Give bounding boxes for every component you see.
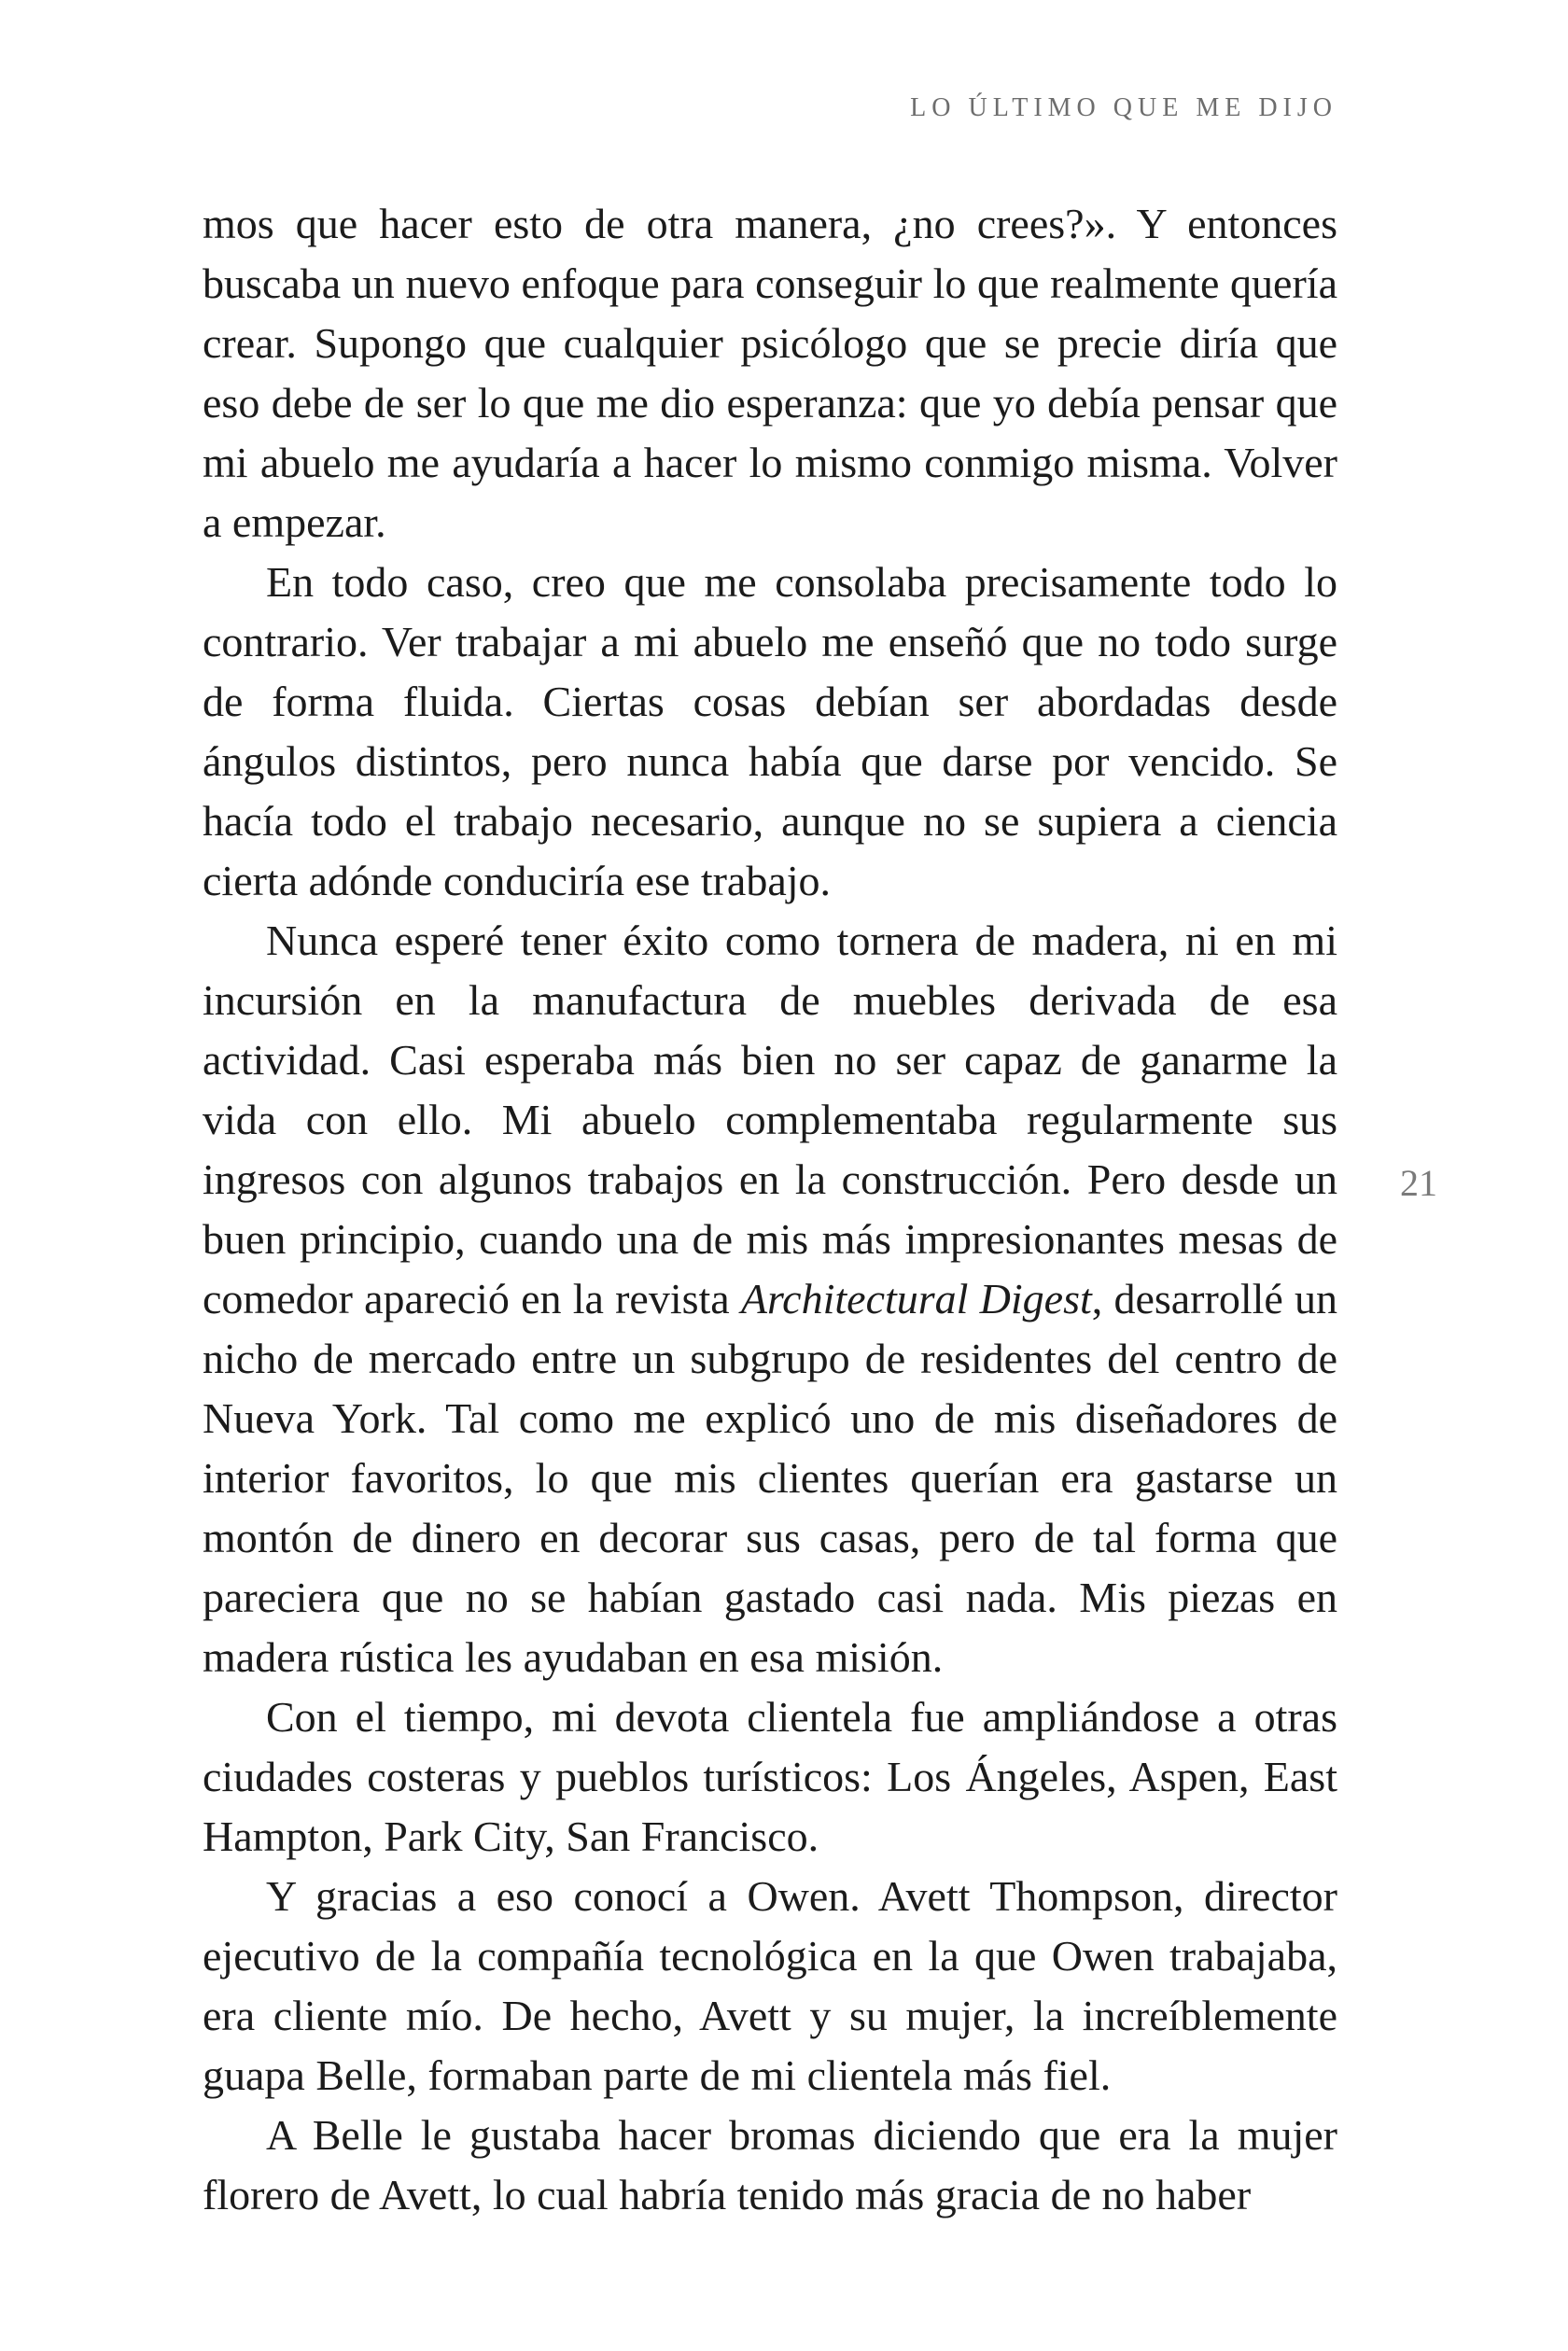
magazine-title: Architectural Digest xyxy=(740,1275,1092,1322)
page-number: 21 xyxy=(1400,1162,1437,1204)
paragraph-3 xyxy=(203,911,1337,1687)
paragraph-2: En todo caso, creo que me consolaba precisamente todo lo contrario. Ver trabajar a mi abuelo me enseñó que no todo surge de forma fluida. Ciertas cosas debían ser abordadas desde ángulos distintos, pero nunca había que darse por vencido. Se hacía todo el trabajo necesario, aunque no se supiera a ciencia cierta adónde conduciría ese trabajo. xyxy=(203,558,1337,904)
paragraph-3-text-after: , desarrollé un nicho de mercado entre un subgrupo de residentes del centro de Nueva York. Tal como me explicó uno de mis diseñadores de interior favoritos, lo que mis clientes querían era gastarse un montón de dinero en decorar sus casas, pero de tal forma que pareciera que no se habían gastado casi nada. Mis piezas en madera rústica les ayudaban en esa misión. xyxy=(203,1275,1337,1681)
paragraph-6: A Belle le gustaba hacer bromas diciendo que era la mujer florero de Avett, lo cual habría tenido más gracia de no haber xyxy=(203,2111,1337,2218)
body-text xyxy=(203,194,1337,2225)
paragraph-3-text-before: Nunca esperé tener éxito como tornera de madera, ni en mi incursión en la manufactura de muebles derivada de esa actividad. Casi esperaba más bien no ser capaz de ganarme la vida con ello. Mi abuelo complementaba regularmente sus ingresos con algunos trabajos en la construcción. Pero desde un buen principio, cuando una de mis más impresionantes mesas de comedor apareció en la revista xyxy=(203,917,1337,1322)
running-header: LO ÚLTIMO QUE ME DIJO xyxy=(910,93,1337,122)
paragraph-1: mos que hacer esto de otra manera, ¿no crees?». Y entonces buscaba un nuevo enfoque para conseguir lo que realmente quería crear. Supongo que cualquier psicólogo que se precie diría que eso debe de ser lo que me dio esperanza: que yo debía pensar que mi abuelo me ayudaría a hacer lo mismo conmigo misma. Volver a empezar. xyxy=(203,200,1337,546)
paragraph-4: Con el tiempo, mi devota clientela fue ampliándose a otras ciudades costeras y pueblos turísticos: Los Ángeles, Aspen, East Hampton, Park City, San Francisco. xyxy=(203,1693,1337,1860)
paragraph-5: Y gracias a eso conocí a Owen. Avett Thompson, director ejecutivo de la compañía tecnológica en la que Owen trabajaba, era cliente mío. De hecho, Avett y su mujer, la increíblemente guapa Belle, formaban parte de mi clientela más fiel. xyxy=(203,1872,1337,2099)
